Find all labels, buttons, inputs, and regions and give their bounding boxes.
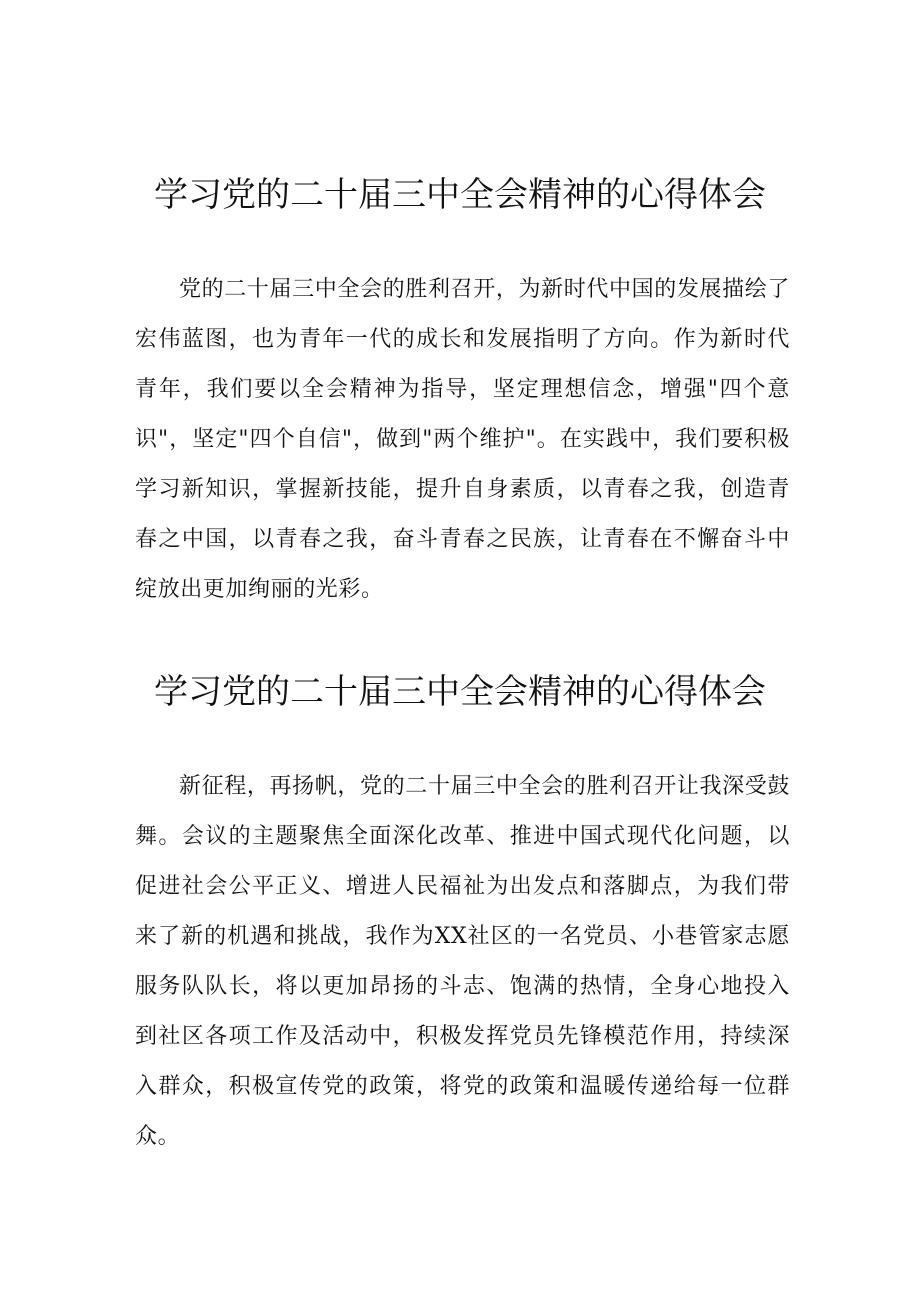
section-1-body: 党的二十届三中全会的胜利召开，为新时代中国的发展描绘了宏伟蓝图，也为青年一代的成长和发展指明了方向。作为新时代青年，我们要以全会精神为指导，坚定理想信念，增强"四个意识"，坚定"四个自信"，做到"两个维护"。在实践中，我们要积极学习新知识，掌握新技能，提升自身素质，以青春之我，创造青春之中国，以青春之我，奋斗青春之民族，让青春在不懈奋斗中绽放出更加绚丽的光彩。 [135, 277, 790, 602]
section-2-body: 新征程，再扬帆，党的二十届三中全会的胜利召开让我深受鼓舞。会议的主题聚焦全面深化改革、推进中国式现代化问题，以促进社会公平正义、增进人民福祉为出发点和落脚点，为我们带来了新的机遇和挑战，我作为XX社区的一名党员、小巷管家志愿服务队队长，将以更加昂扬的斗志、饱满的热情，全身心地投入到社区各项工作及活动中，积极发挥党员先锋模范作用，持续深入群众，积极宣传党的政策，将党的政策和温暖传递给每一位群众。 [135, 774, 790, 1149]
section-2-title: 学习党的二十届三中全会精神的心得体会 [154, 672, 766, 712]
section-1-title: 学习党的二十届三中全会精神的心得体会 [154, 175, 766, 215]
